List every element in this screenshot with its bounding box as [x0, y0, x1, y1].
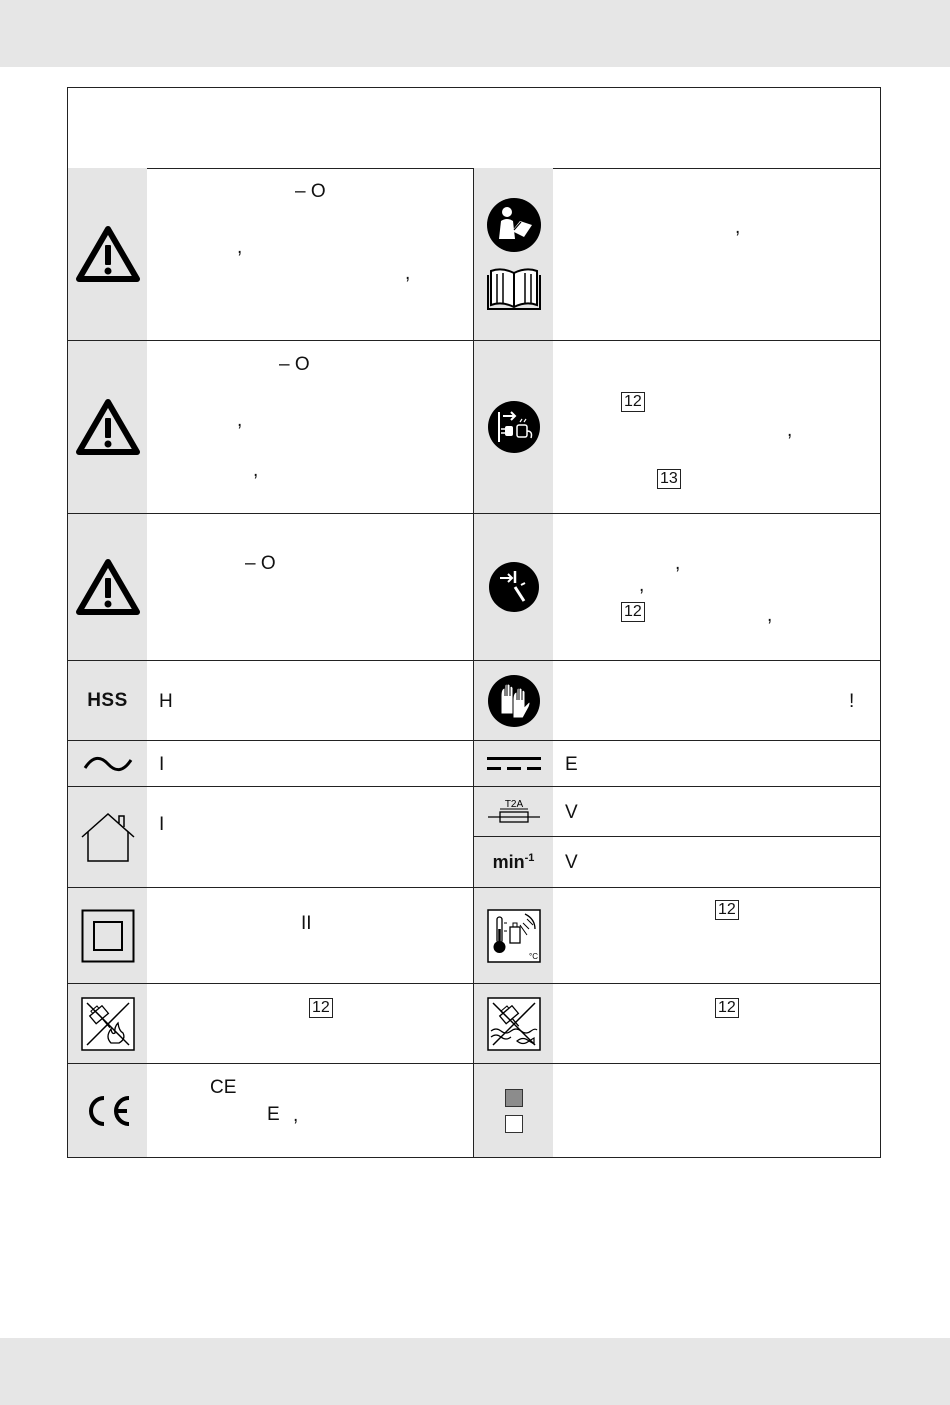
text-cell	[553, 787, 880, 836]
text-cell	[553, 168, 880, 340]
table-header	[68, 88, 880, 169]
warning-triangle-icon	[75, 558, 141, 616]
table-cell	[68, 168, 474, 340]
text-cell	[147, 741, 473, 786]
table-cell	[68, 1064, 474, 1157]
table-cell	[474, 741, 880, 786]
warning-triangle-icon	[75, 225, 141, 283]
ce-text: CE	[210, 1077, 237, 1098]
direct-current-icon	[486, 756, 542, 772]
white-square-icon	[505, 1115, 523, 1133]
table-row	[68, 741, 880, 787]
table-row	[68, 1064, 880, 1157]
rpm-label: min	[492, 851, 525, 872]
cell-text: I	[159, 754, 165, 775]
text-cell	[147, 787, 473, 887]
table-cell	[474, 1064, 880, 1157]
text-cell	[553, 984, 880, 1063]
no-fire-disposal-icon	[81, 997, 135, 1051]
hss-icon: HSS	[87, 689, 128, 711]
text-cell	[147, 341, 473, 513]
icon-cell	[474, 837, 553, 887]
text-cell	[147, 514, 473, 660]
bottom-band	[0, 1338, 950, 1405]
cell-text: E	[565, 754, 578, 775]
gray-square-icon	[505, 1089, 523, 1107]
protection-class-ii-icon	[81, 909, 135, 963]
alternating-current-icon	[82, 753, 134, 775]
comma: ,	[675, 553, 681, 574]
table-cell	[474, 787, 880, 887]
icon-cell	[474, 168, 553, 340]
icon-cell	[474, 514, 553, 660]
comma: ,	[237, 237, 243, 258]
sub-row	[474, 787, 880, 837]
text-cell	[147, 661, 473, 740]
exclamation: !	[849, 691, 855, 712]
unplug-icon	[487, 400, 541, 454]
icon-cell	[68, 984, 147, 1063]
table-cell	[68, 341, 474, 513]
icon-cell	[474, 984, 553, 1063]
icon-cell	[68, 661, 147, 740]
comma: ,	[735, 217, 741, 238]
text-cell	[553, 341, 880, 513]
icon-cell	[68, 1064, 147, 1157]
fuse-icon	[486, 797, 542, 827]
dash-o: – O	[245, 553, 276, 574]
dash-o: – O	[295, 181, 326, 202]
comma: ,	[253, 460, 259, 481]
icon-cell	[474, 741, 553, 786]
wear-gloves-icon	[487, 674, 541, 728]
comma: ,	[405, 263, 411, 284]
comma: ,	[639, 575, 645, 596]
icon-cell	[474, 888, 553, 983]
table-cell	[68, 787, 474, 887]
table-row	[68, 888, 880, 984]
rpm-exponent: -1	[524, 851, 535, 864]
table-cell	[68, 514, 474, 660]
icon-cell	[474, 661, 553, 740]
table-cell	[474, 168, 880, 340]
text-cell	[553, 888, 880, 983]
text-cell	[147, 168, 473, 340]
table-row	[68, 787, 880, 888]
cell-text: II	[301, 913, 312, 934]
cell-text: V	[565, 802, 578, 823]
table-cell	[68, 661, 474, 740]
symbols-table	[67, 87, 881, 1158]
comma: ,	[787, 420, 793, 441]
table-row	[68, 661, 880, 741]
comma: ,	[767, 605, 773, 626]
cell-text: V	[565, 852, 578, 873]
table-cell	[474, 888, 880, 983]
reference-number-box: 12	[715, 900, 739, 920]
icon-cell	[474, 341, 553, 513]
table-row	[68, 341, 880, 514]
reference-number-box: 13	[657, 469, 681, 489]
table-cell	[68, 888, 474, 983]
icon-cell	[68, 787, 147, 887]
warning-triangle-icon	[75, 398, 141, 456]
svg-text:°C: °C	[528, 951, 538, 961]
no-water-disposal-icon	[487, 997, 541, 1051]
text-cell	[147, 984, 473, 1063]
text-cell	[553, 514, 880, 660]
reference-number-box: 12	[715, 998, 739, 1018]
reference-number-box: 12	[621, 392, 645, 412]
disconnect-power-icon	[488, 561, 540, 613]
ce-mark-icon	[83, 1095, 133, 1127]
text-cell	[147, 1064, 473, 1157]
manual-book-icon	[485, 265, 543, 311]
temperature-sunlight-icon	[487, 909, 541, 963]
cell-text: E	[267, 1104, 280, 1125]
text-cell	[553, 741, 880, 786]
reference-number-box: 12	[621, 602, 645, 622]
top-band	[0, 0, 950, 67]
icon-cell	[474, 787, 553, 836]
icon-cell	[68, 741, 147, 786]
reference-number-box: 12	[309, 998, 333, 1018]
sub-row	[474, 837, 880, 887]
table-cell	[68, 741, 474, 786]
rpm-icon	[493, 852, 535, 873]
table-cell	[474, 661, 880, 740]
text-cell	[553, 1064, 880, 1157]
table-row	[68, 984, 880, 1064]
text-cell	[553, 661, 880, 740]
table-cell	[68, 984, 474, 1063]
dash-o: – O	[279, 354, 310, 375]
table-cell	[474, 341, 880, 513]
table-cell	[474, 984, 880, 1063]
table-row	[68, 168, 880, 341]
cell-text: I	[159, 814, 165, 835]
cell-text: H	[159, 691, 173, 712]
icon-cell	[68, 514, 147, 660]
icon-cell	[474, 1064, 553, 1157]
icon-cell	[68, 341, 147, 513]
icon-cell	[68, 168, 147, 340]
table-row	[68, 514, 880, 661]
text-cell	[147, 888, 473, 983]
table-cell	[474, 514, 880, 660]
comma: ,	[293, 1105, 299, 1126]
icon-cell	[68, 888, 147, 983]
text-cell	[553, 837, 880, 887]
read-manual-icon	[486, 197, 542, 253]
fuse-label: T2A	[504, 798, 523, 810]
indoor-use-house-icon	[79, 811, 137, 863]
comma: ,	[237, 410, 243, 431]
